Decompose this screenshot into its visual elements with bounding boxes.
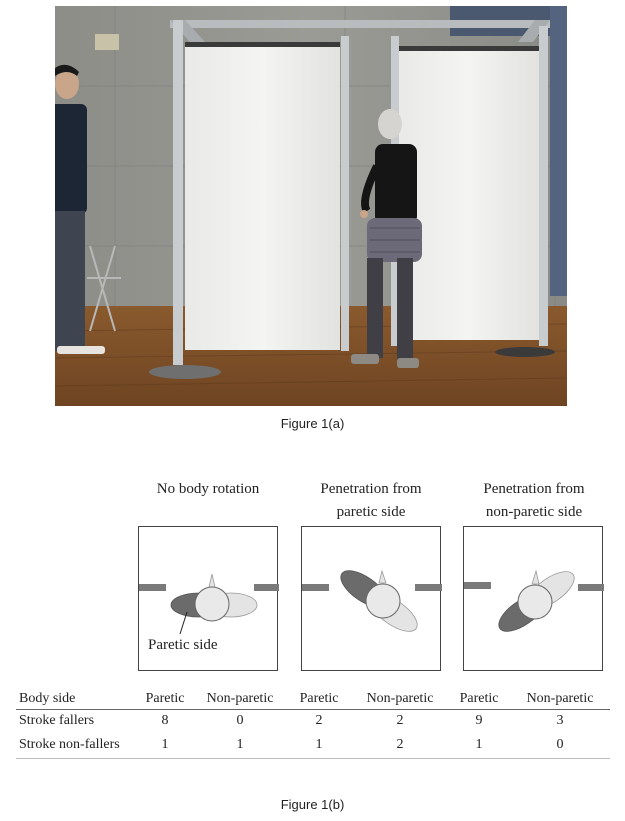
header-cell: Paretic	[136, 688, 194, 710]
frame-top-bar	[170, 20, 550, 28]
row-label: Stroke non-fallers	[16, 732, 136, 759]
panel-title-line: Penetration from	[483, 481, 585, 497]
nose-pointer	[209, 574, 215, 587]
table-row	[16, 710, 610, 733]
wall-left	[464, 582, 491, 589]
table-cell: 2	[352, 732, 448, 759]
table-cell: 1	[136, 732, 194, 759]
table-cell: 0	[510, 732, 610, 759]
wall-right	[578, 584, 604, 591]
wall-right	[415, 584, 442, 591]
header-cell: Non-paretic	[510, 688, 610, 710]
body-diagram-paretic-side	[302, 527, 442, 672]
head	[366, 584, 400, 618]
head	[518, 585, 552, 619]
panel-title-no-rotation	[138, 478, 278, 501]
photo-illustration	[55, 6, 567, 406]
figure-1a-caption: Figure 1(a)	[280, 416, 345, 431]
frame-post-right	[539, 26, 548, 346]
head	[195, 587, 229, 621]
row-label: Stroke fallers	[19, 713, 95, 728]
table-header-row	[16, 688, 610, 710]
header-cell: Paretic	[448, 688, 510, 710]
table-cell: 1	[448, 732, 510, 759]
table-cell: 3	[556, 713, 564, 728]
wall-right	[254, 584, 279, 591]
nose-pointer	[379, 571, 386, 583]
wall-sign	[95, 34, 119, 50]
figure-1b-caption: Figure 1(b)	[280, 797, 345, 812]
paretic-side-label: Paretic side	[148, 637, 218, 653]
body-diagram-non-paretic-side	[464, 527, 604, 672]
panel-title-line: No body rotation	[156, 481, 260, 497]
header-body-side: Body side	[16, 688, 136, 710]
header-cell: Non-paretic	[194, 688, 286, 710]
table-cell: 1	[286, 732, 352, 759]
table-row	[16, 732, 610, 759]
wall-left	[139, 584, 166, 591]
table-cell: 0	[236, 713, 244, 728]
wall-left	[302, 584, 329, 591]
header-cell: Non-paretic	[352, 688, 448, 710]
header-cell: Paretic	[286, 688, 352, 710]
panel-title-line: Penetration from	[320, 481, 422, 497]
panel-paretic-side	[301, 526, 441, 671]
table-cell: 8	[161, 713, 169, 728]
panel-title-line: paretic side	[336, 504, 406, 520]
results-table	[16, 688, 610, 759]
table-cell: 2	[396, 713, 404, 728]
panel-title-non-paretic-side	[459, 478, 609, 524]
table-cell: 1	[194, 732, 286, 759]
panel-non-paretic-side	[463, 526, 603, 671]
table-cell: 2	[315, 713, 323, 728]
table-cell: 9	[475, 713, 483, 728]
experiment-photo	[55, 6, 567, 406]
panel-title-line: non-paretic side	[485, 504, 583, 520]
right-screen	[397, 46, 539, 340]
left-screen	[185, 42, 340, 350]
frame-post-left	[173, 20, 183, 365]
nose-pointer	[532, 571, 539, 584]
panel-title-paretic-side	[296, 478, 446, 524]
